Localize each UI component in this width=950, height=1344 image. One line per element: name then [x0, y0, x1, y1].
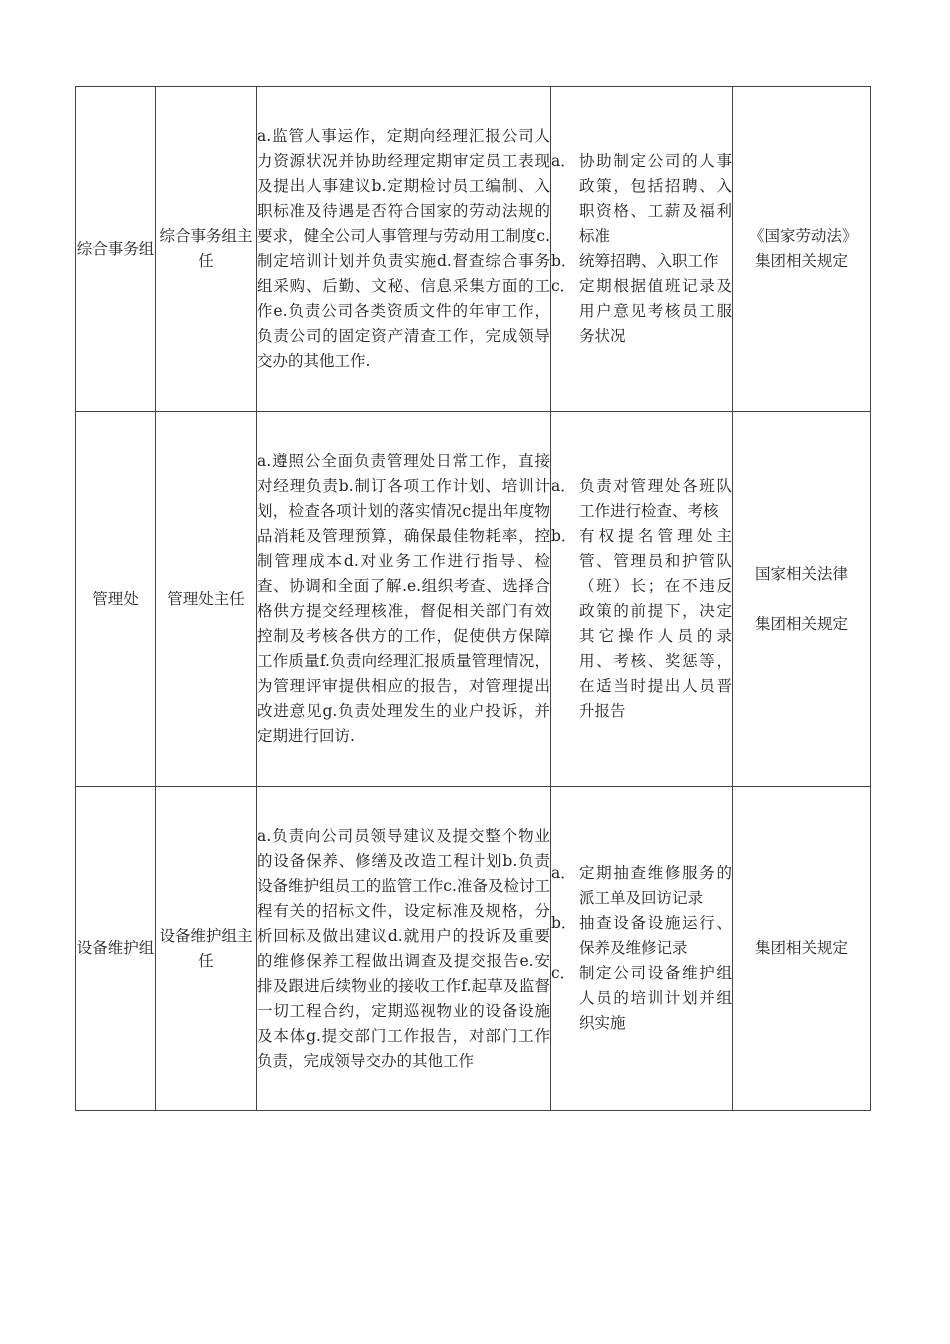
authority-cell — [551, 412, 733, 787]
authority-item — [551, 249, 732, 274]
item-marker: b． — [551, 914, 577, 932]
responsibility-table — [75, 86, 871, 1111]
item-marker: a． — [551, 152, 576, 170]
authority-item — [551, 911, 732, 961]
item-marker: c． — [551, 277, 576, 295]
authority-item — [551, 961, 732, 1036]
authority-item — [551, 149, 732, 249]
table-row — [76, 412, 871, 787]
item-text: 有权提名管理处主管、管理员和护管队（班）长；在不违反政策的前提下，决定其它操作人员的录用、考核、奖惩等，在适当时提出人员晋升报告 — [579, 527, 732, 720]
position-cell: 管理处主任 — [156, 412, 257, 787]
item-marker: b． — [551, 527, 577, 545]
item-text: 协助制定公司的人事政策，包括招聘、入职资格、工薪及福利标准 — [579, 152, 732, 245]
item-marker: a． — [551, 864, 576, 882]
position-cell: 设备维护组主任 — [156, 787, 257, 1111]
authority-list — [551, 861, 732, 1036]
basis-line: 《国家劳动法》 — [749, 227, 858, 245]
basis-cell — [733, 87, 871, 412]
item-text: 定期抽查维修服务的派工单及回访记录 — [579, 864, 732, 907]
department-cell: 管理处 — [76, 412, 156, 787]
basis-cell — [733, 412, 871, 787]
basis-line: 集团相关规定 — [754, 939, 848, 957]
authority-cell — [551, 787, 733, 1111]
basis-cell — [733, 787, 871, 1111]
basis-line: 国家相关法律 — [754, 564, 848, 583]
item-text: 抽查设备设施运行、保养及维修记录 — [579, 914, 732, 957]
duties-cell: a.遵照公全面负责管理处日常工作，直接对经理负责b.制订各项工作计划、培训计划，检查各项计划的落实情况c提出年度物品消耗及管理预算，确保最佳物耗率，控制管理成本d.对业务工作进行指导、检查、协调和全面了解.e.组织考查、选择合格供方提交经理核准，督促相关部门有效控制及考核各供方的工作，促使供方保障工作质量f.负责向经理汇报质量管理情况，为管理评审提供相应的报告，对管理提出改进意见g.负责处理发生的业户投诉，并定期进行回访. — [257, 412, 551, 787]
item-text: 定期根据值班记录及用户意见考核员工服务状况 — [579, 277, 732, 345]
item-marker: a． — [551, 477, 576, 495]
item-text: 制定公司设备维护组人员的培训计划并组织实施 — [579, 964, 732, 1032]
authority-item — [551, 274, 732, 349]
authority-list — [551, 149, 732, 349]
authority-item — [551, 524, 732, 724]
spacer — [733, 587, 870, 612]
table-row — [76, 787, 871, 1111]
item-text: 负责对管理处各班队工作进行检查、考核 — [579, 477, 732, 520]
item-text: 统筹招聘、入职工作 — [579, 252, 719, 270]
authority-item — [551, 861, 732, 911]
table-row — [76, 87, 871, 412]
basis-line: 集团相关规定 — [754, 252, 848, 270]
duties-cell: a.负责向公司员领导建议及提交整个物业的设备保养、修缮及改造工程计划b.负责设备维护组员工的监管工作c.准备及检讨工程有关的招标文件，设定标准及规格，分析回标及做出建议d.就用户的投诉及重要的维修保养工程做出调查及提交报告e.安排及跟进后续物业的接收工作f.起草及监督一切工程合约，定期巡视物业的设备设施及本体g.提交部门工作报告，对部门工作负责，完成领导交办的其他工作 — [257, 787, 551, 1111]
authority-cell — [551, 87, 733, 412]
basis-line: 集团相关规定 — [754, 614, 848, 633]
department-cell: 综合事务组 — [76, 87, 156, 412]
item-marker: c． — [551, 964, 576, 982]
authority-list — [551, 474, 732, 724]
position-cell: 综合事务组主任 — [156, 87, 257, 412]
duties-cell: a.监管人事运作，定期向经理汇报公司人力资源状况并协助经理定期审定员工表现及提出人事建议b.定期检讨员工编制、入职标准及待遇是否符合国家的劳动法规的要求，健全公司人事管理与劳动用工制度c.制定培训计划并负责实施d.督查综合事务组采购、后勤、文秘、信息采集方面的工作e.负责公司各类资质文件的年审工作，负责公司的固定资产清查工作，完成领导交办的其他工作. — [257, 87, 551, 412]
department-cell: 设备维护组 — [76, 787, 156, 1111]
authority-item — [551, 474, 732, 524]
item-marker: b． — [551, 252, 577, 270]
